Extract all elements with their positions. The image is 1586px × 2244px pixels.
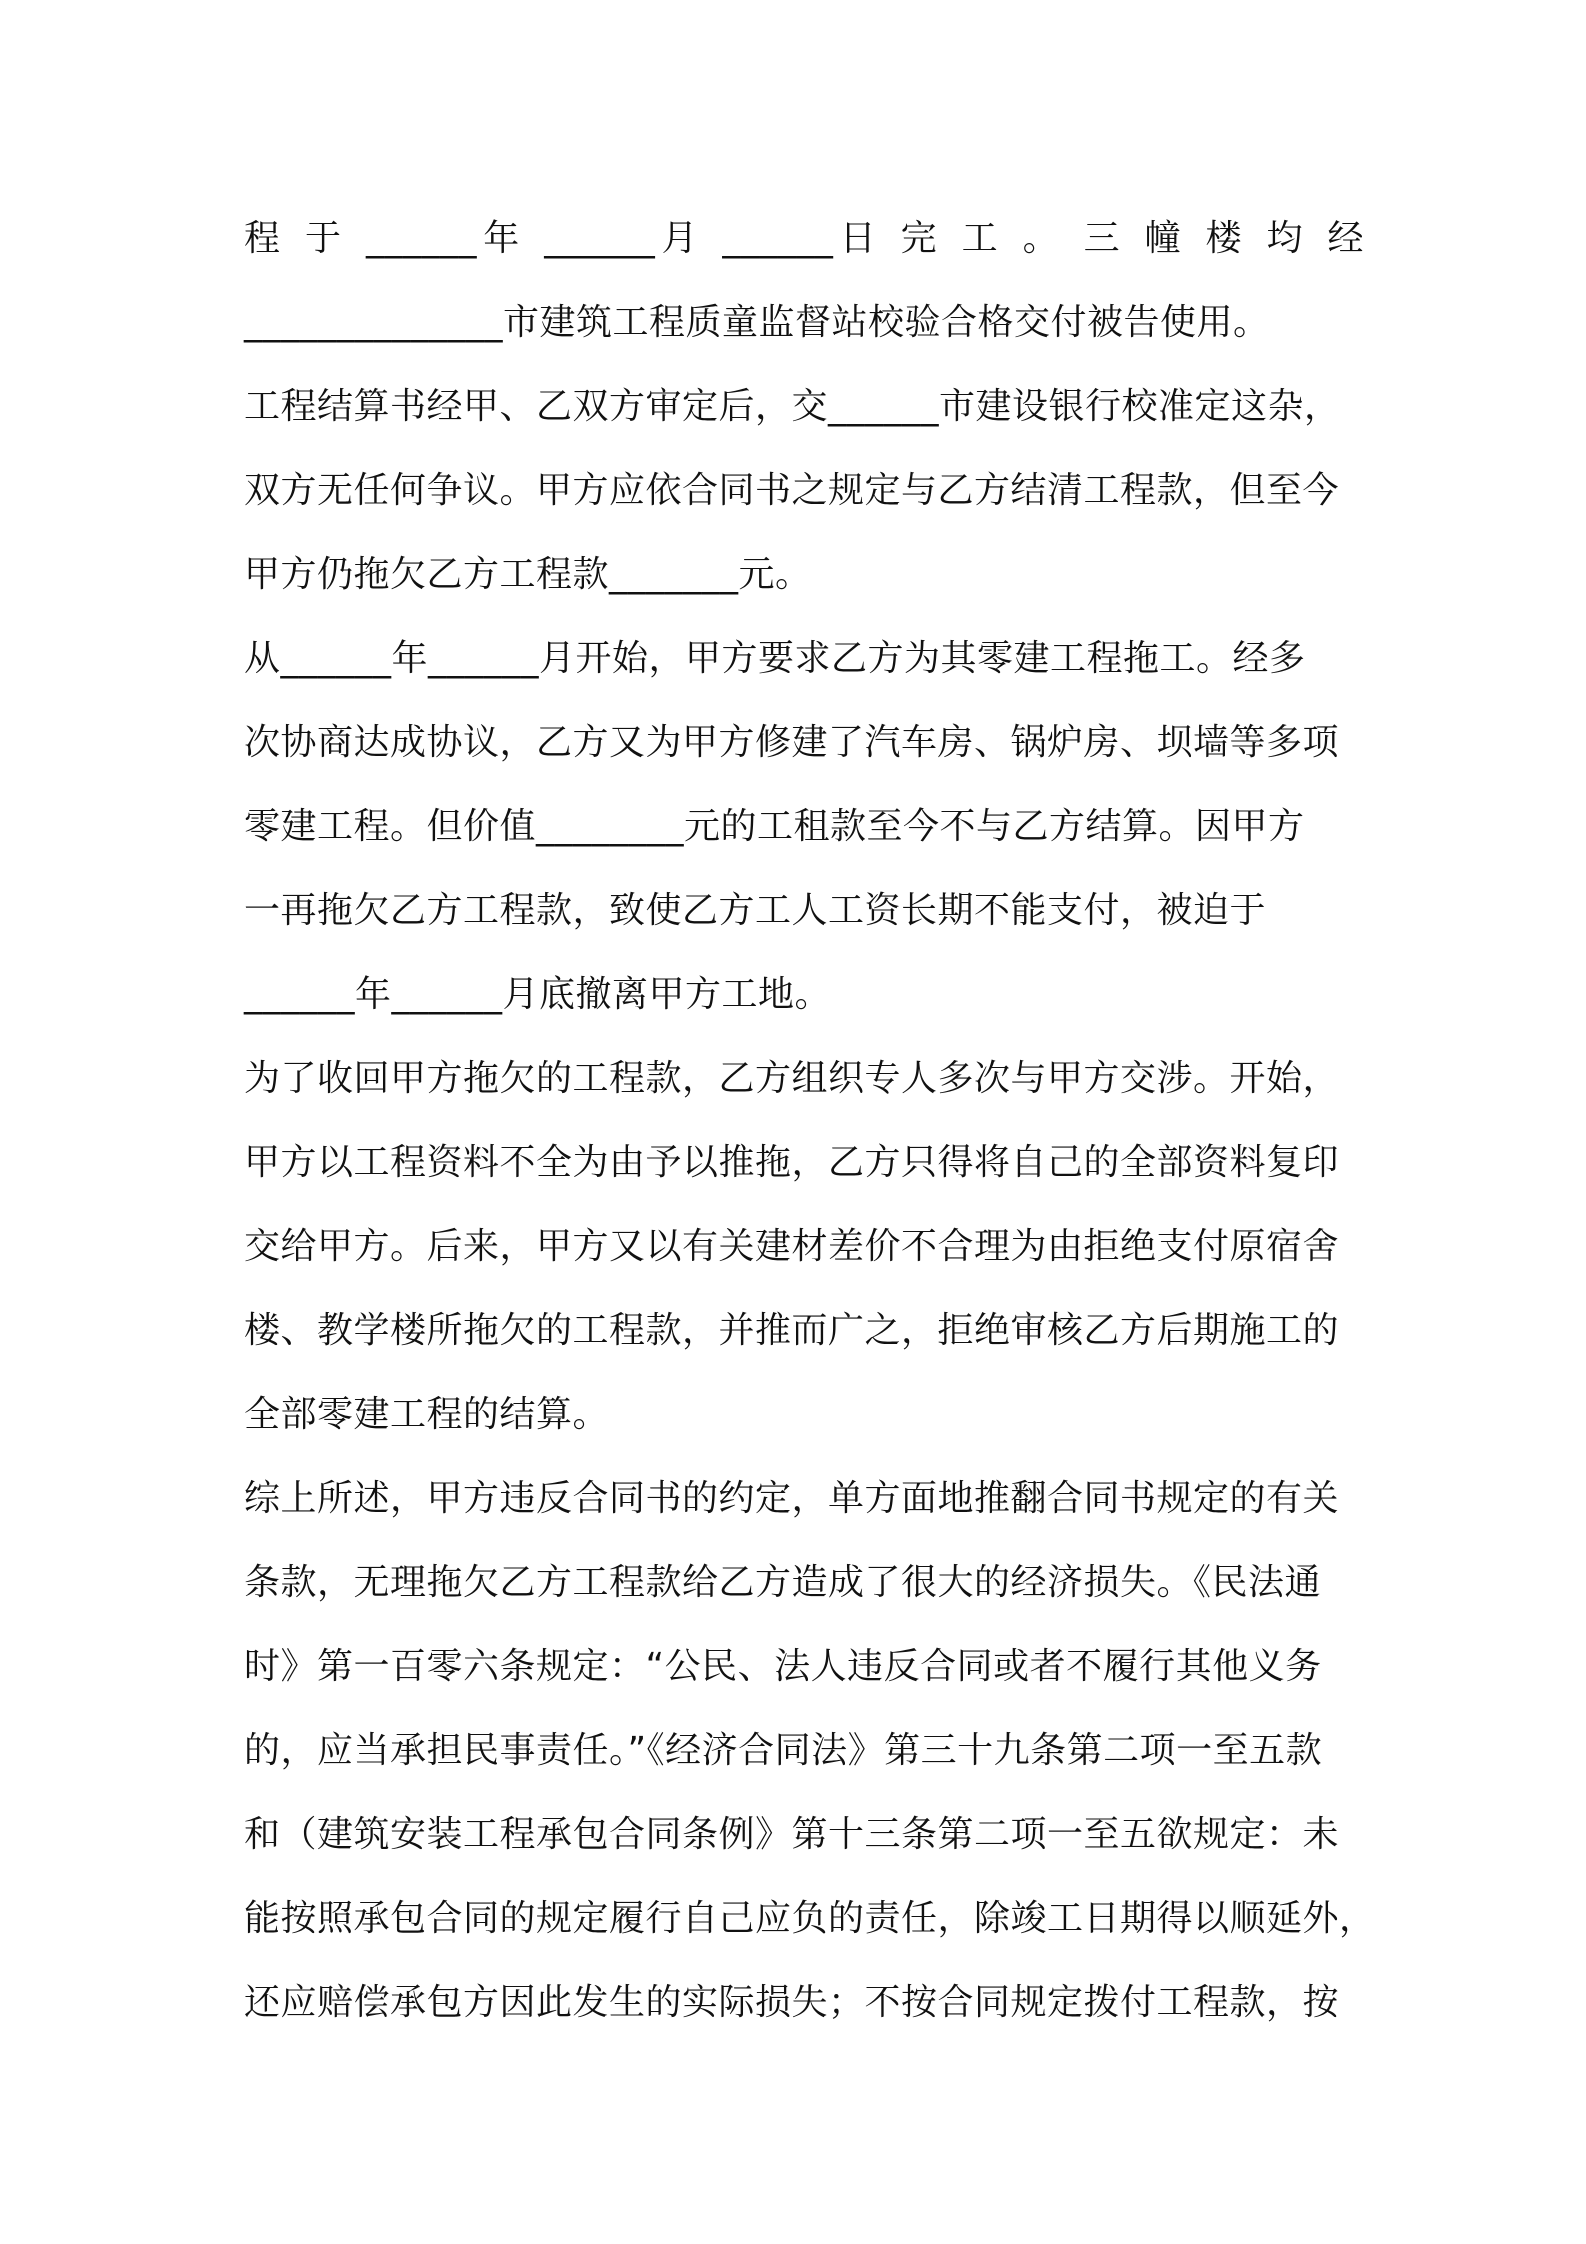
text-line: 次协商达成协议，乙方又为甲方修建了汽车房、锅炉房、坝墙等多项: [244, 722, 1340, 763]
document-body: [244, 197, 1376, 2045]
text-line: 交给甲方。后来，甲方又以有关建材差价不合理为由拒绝支付原宿舍: [244, 1226, 1340, 1267]
text-line: 工程结算书经甲、乙双方审定后，交______市建设银行校准定这杂，: [244, 386, 1341, 427]
text-line: 双方无任何争议。甲方应依合同书之规定与乙方结清工程款，但至今: [244, 470, 1340, 511]
text-line: 程 于 ______年 ______月 ______日 完 工 。 三 幢 楼 均 经: [244, 218, 1364, 259]
text-line: 一再拖欠乙方工程款，致使乙方工人工资长期不能支付，被迫于: [244, 890, 1267, 931]
text-line: 楼、教学楼所拖欠的工程款，并推而广之，拒绝审核乙方后期施工的: [244, 1310, 1340, 1351]
text-line: 还应赔偿承包方因此发生的实际损失；不按合同规定拨付工程款，按: [244, 1982, 1340, 2023]
text-line: 和（建筑安装工程承包合同条例》第十三条第二项一至五欲规定：未: [244, 1814, 1340, 1855]
text-line: ______年______月底撤离甲方工地。: [244, 974, 832, 1015]
text-line: 甲方以工程资料不全为由予以推拖，乙方只得将自己的全部资料复印: [244, 1142, 1340, 1183]
text-line: 的，应当承担民事责任。”《经济合同法》第三十九条第二项一至五款: [244, 1730, 1323, 1771]
text-line: 为了收回甲方拖欠的工程款，乙方组织专人多次与甲方交涉。开始，: [244, 1058, 1340, 1099]
text-line: 条款，无理拖欠乙方工程款给乙方造成了很大的经济损失。《民法通: [244, 1562, 1322, 1603]
text-line: 从______年______月开始，甲方要求乙方为其零建工程拖工。经多: [244, 638, 1306, 679]
text-line: 甲方仍拖欠乙方工程款_______元。: [244, 554, 812, 595]
text-line: 能按照承包合同的规定履行自己应负的责任，除竣工日期得以顺延外，: [244, 1898, 1376, 1939]
text-line: ______________市建筑工程质童监督站校验合格交付被告使用。: [244, 302, 1270, 343]
text-line: 零建工程。但价值________元的工租款至今不与乙方结算。因甲方: [244, 806, 1305, 847]
text-line: 时》第一百零六条规定：“公民、法人违反合同或者不履行其他义务: [244, 1646, 1322, 1687]
text-line: 综上所述，甲方违反合同书的约定，单方面地推翻合同书规定的有关: [244, 1478, 1340, 1519]
text-line: 全部零建工程的结算。: [244, 1394, 610, 1435]
